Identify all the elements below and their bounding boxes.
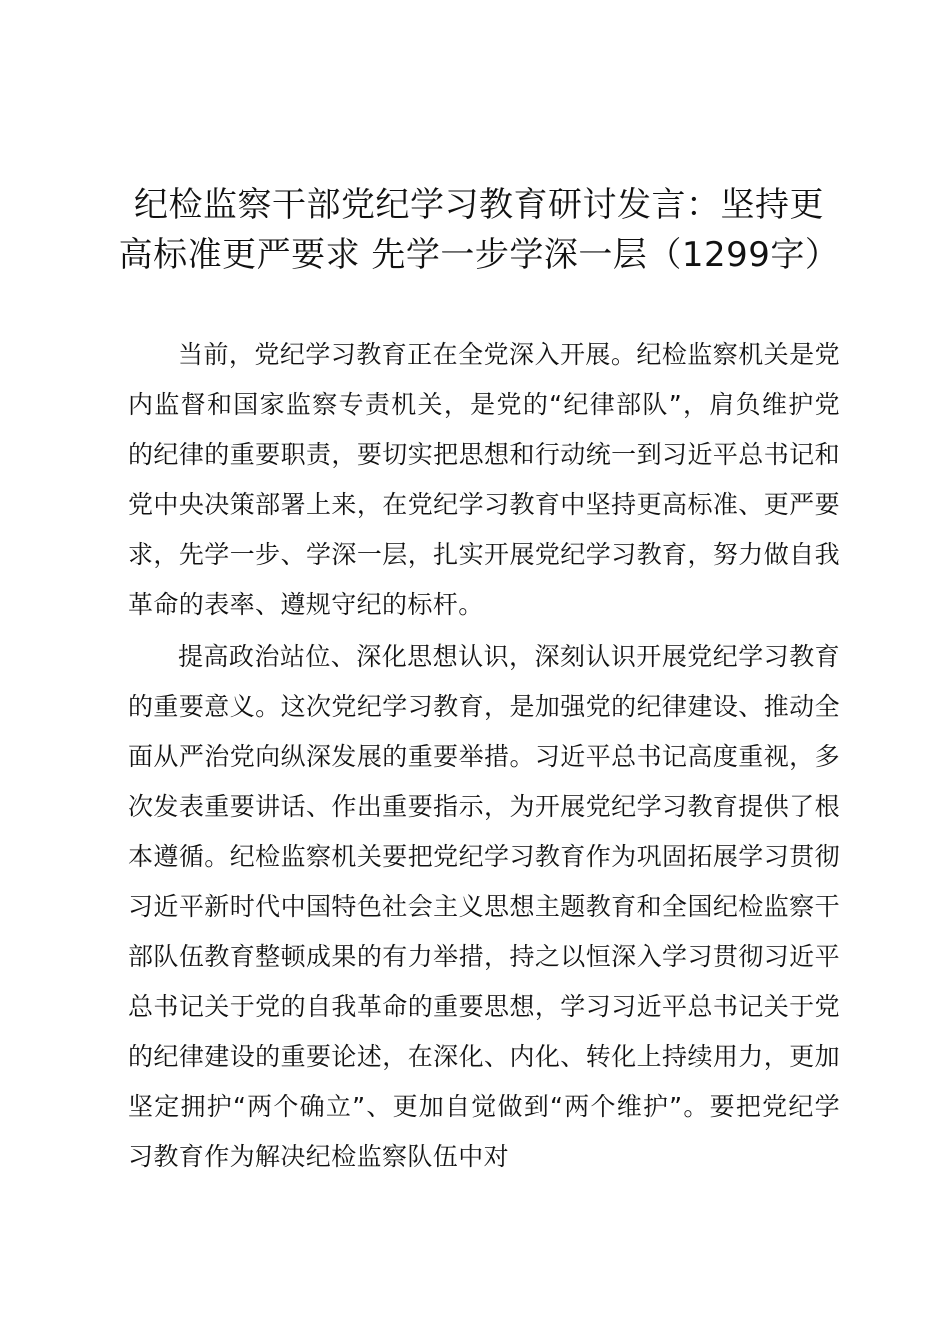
- paragraph-intro: 当前，党纪学习教育正在全党深入开展。纪检监察机关是党内监督和国家监察专责机关，是党的“纪律部队”，肩负维护党的纪律的重要职责，要切实把思想和行动统一到习近平总书记和党中央决策部署上来，在党纪学习教育中坚持更高标准、更严要求，先学一步、学深一层，扎实开展党纪学习教育，努力做自我革命的表率、遵规守纪的标杆。: [128, 340, 840, 619]
- document-body: [128, 330, 840, 1184]
- paragraph-political-standing: 提高政治站位、深化思想认识，深刻认识开展党纪学习教育的重要意义。这次党纪学习教育，是加强党的纪律建设、推动全面从严治党向纵深发展的重要举措。习近平总书记高度重视，多次发表重要讲话、作出重要指示，为开展党纪学习教育提供了根本遵循。纪检监察机关要把党纪学习教育作为巩固拓展学习贯彻习近平新时代中国特色社会主义思想主题教育和全国纪检监察干部队伍教育整顿成果的有力举措，持之以恒深入学习贯彻习近平总书记关于党的自我革命的重要思想，学习习近平总书记关于党的纪律建设的重要论述，在深化、内化、转化上持续用力，更加坚定拥护“两个确立”、更加自觉做到“两个维护”。要把党纪学习教育作为解决纪检监察队伍中对: [128, 642, 840, 1171]
- document-title: 纪检监察干部党纪学习教育研讨发言：坚持更高标准更严要求 先学一步学深一层（1299字）: [118, 185, 840, 275]
